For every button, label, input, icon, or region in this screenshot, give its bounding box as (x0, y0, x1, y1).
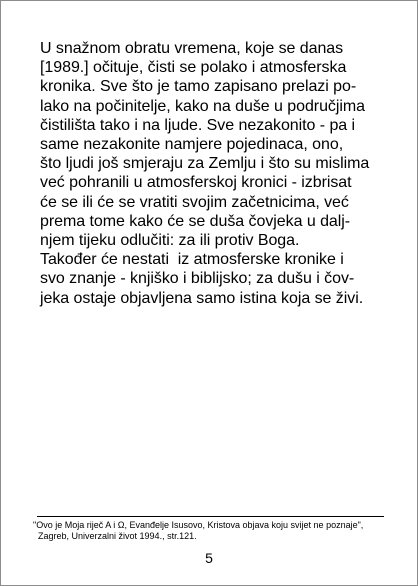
body-line: same nezakonite namjere pojedinaca, ono, (40, 136, 344, 154)
body-line: prema tome kako će se duša čovjeka u dalj- (40, 212, 351, 230)
body-text (40, 39, 396, 308)
body-line: kronika. Sve što je tamo zapisano prelazi po- (40, 78, 357, 96)
body-line: njem tijeku odlučiti: za ili protiv Boga. (40, 232, 300, 250)
body-line: jeka ostaje objavljena samo istina koja se živi. (40, 289, 364, 307)
footnote-line: Zagreb, Univerzalni život 1994., str.121. (33, 531, 197, 541)
body-line: [1989.] očituje, čisti se polako i atmosferska (40, 59, 347, 77)
body-line: lako na počinitelje, kako na duše u područjima (40, 97, 366, 115)
body-line: će se ili će se vratiti svojim začetnicima, već (40, 193, 349, 211)
body-line: već pohranili u atmosferskoj kronici - izbrisat (40, 174, 352, 192)
footnote-separator (37, 516, 384, 517)
page-number: 5 (205, 550, 213, 566)
body-line: što ljudi još smjeraju za Zemlju i što su mislima (40, 155, 370, 173)
footnote (33, 520, 403, 542)
body-line: svo znanje - knjiško i biblijsko; za dušu i čov- (40, 270, 355, 288)
body-line: U snažnom obratu vremena, koje se danas (40, 40, 344, 57)
footnote-line: "Ovo je Moja riječ A i Ω, Evanđelje Isusovo, Kristova objava koju svijet ne poznaje", (33, 520, 364, 530)
body-line: Također će nestati iz atmosferske kronike i (40, 251, 344, 269)
body-line: čistilišta tako i na ljude. Sve nezakonito - pa i (40, 116, 356, 134)
